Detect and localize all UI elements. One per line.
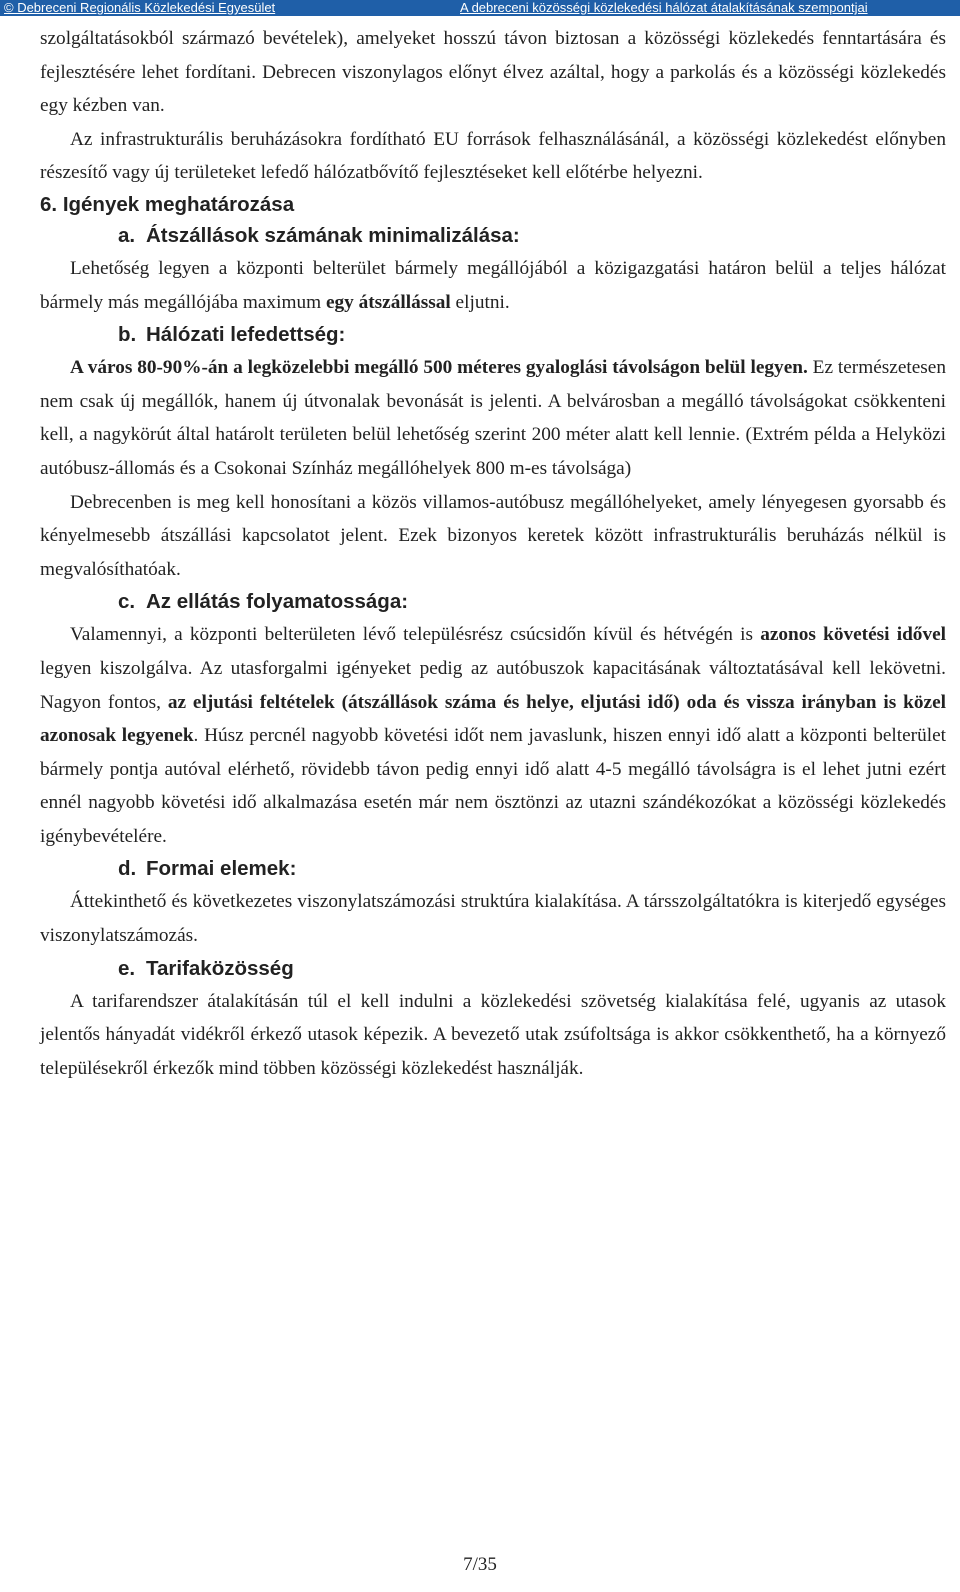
item-d-letter: d.: [118, 857, 137, 881]
item-b-title: Hálózati lefedettség:: [146, 323, 346, 347]
item-c-text: Valamennyi, a központi belterületen lévő településrész csúcsidőn kívül és hétvégén is azonos követési idővel legyen kiszolgálva. Az utasforgalmi igényeket pedig az autóbuszok kapacitásának változtatásával kell lekövetni. Nagyon fontos, az eljutási feltételek (átszállások száma és helye, eljutási idő) oda és vissza irányban is közel azonosak legyenek. Húsz percnél nagyobb követési időt nem javaslunk, hiszen ennyi idő alatt a központi belterület bármely pontja autóval elérhető, rövidebb távon pedig ennyi idő alatt 4-5 megálló távolságra is el lehet jutni ezért ennél nagyobb követési idő alkalmazása esetén már nem ösztönzi az utazni szándékozókat a közösségi közlekedés igénybevételére.: [40, 624, 947, 847]
item-a-title: Átszállások számának minimalizálása:: [146, 223, 520, 247]
item-e-letter: e.: [118, 956, 136, 980]
intro-paragraph-2: Az infrastrukturális beruházásokra fordítható EU források felhasználásánál, a közösségi közlekedést előnyben részesítő vagy új területeket lefedő hálózatbővítő fejlesztéseket kell előtérbe helyezni.: [40, 128, 946, 184]
item-c-letter: c.: [118, 590, 136, 614]
item-e-heading: [40, 953, 946, 985]
header-link-document-title[interactable]: A debreceni közösségi közlekedési hálózat átalakításának szempontjai: [460, 0, 868, 15]
item-c-bold-2: az eljutási feltételek (átszállások száma és helye, eljutási idő) oda és vissza irányban is közel azonosak legyenek: [40, 691, 946, 747]
item-a-letter: a.: [118, 223, 136, 247]
item-e-title: Tarifaközösség: [146, 956, 294, 980]
item-d-title: Formai elemek:: [146, 857, 297, 881]
item-a-text: Lehetőség legyen a központi belterület bármely megállójából a közigazgatási határon belül a teljes hálózat bármely más megállójába maximum egy átszállással eljutni.: [40, 257, 946, 313]
item-c-title: Az ellátás folyamatossága:: [146, 590, 409, 614]
item-d-text: Áttekinthető és következetes viszonylatszámozási struktúra kialakítása. A társszolgáltatókra is kiterjedő egységes viszonylatszámozás.: [40, 891, 946, 947]
item-b-letter: b.: [118, 323, 137, 347]
item-b-text-2: Debrecenben is meg kell honosítani a közös villamos-autóbusz megállóhelyeket, amely lényegesen gyorsabb és kényelmesebb átszállási kapcsolatot jelent. Ezek bizonyos keretek között infrastrukturális beruházás nélkül is megvalósíthatóak.: [40, 491, 946, 580]
item-d-heading: [40, 853, 946, 885]
header-link-association[interactable]: © Debreceni Regionális Közlekedési Egyesület: [4, 0, 276, 15]
item-b-heading: [40, 319, 946, 351]
intro-paragraph-1: szolgáltatásokból származó bevételek), amelyeket hosszú távon biztosan a közösségi közlekedés fenntartására és fejlesztésére lehet fordítani. Debrecen viszonylagos előnyt élvez azáltal, hogy a parkolás és a közösségi közlekedés egy kézben van.: [40, 28, 946, 117]
item-a-bold: egy átszállással: [325, 291, 451, 313]
item-e-text: A tarifarendszer átalakításán túl el kell indulni a közlekedési szövetség kialakítása felé, ugyanis az utasok jelentős hányadát vidékről érkező utasok képezik. A bevezető utak zsúfoltsága is akkor csökkenthető, ha a környező településekről érkezők mind többen közösségi közlekedést használják.: [40, 990, 946, 1079]
item-b-bold: A város 80-90%-án a legközelebbi megálló 500 méteres gyaloglási távolságon belül legyen.: [70, 357, 808, 379]
header-bar: [0, 0, 960, 16]
page-number: 7/35: [463, 1554, 497, 1575]
section-title: Igények meghatározása: [62, 192, 295, 216]
page-content: [40, 22, 946, 1085]
item-c-heading: [40, 586, 946, 618]
item-a-heading: [40, 220, 946, 252]
item-b-text: A város 80-90%-án a legközelebbi megálló 500 méteres gyaloglási távolságon belül legyen. Ez természetesen nem csak új megállók, hanem új útvonalak bevonását is jelenti. A belvárosban a megálló távolságokat csökkenteni kell, a nagykörút által határolt területen belül lehetőség szerint 200 méter alatt kell lennie. (Extrém példa a Helyközi autóbusz-állomás és a Csokonai Színház megállóhelyek 800 m-es távolsága): [40, 357, 946, 479]
section-heading: [40, 190, 946, 220]
item-c-bold-1: azonos követési idővel: [760, 624, 947, 646]
section-number: 6.: [40, 192, 58, 216]
